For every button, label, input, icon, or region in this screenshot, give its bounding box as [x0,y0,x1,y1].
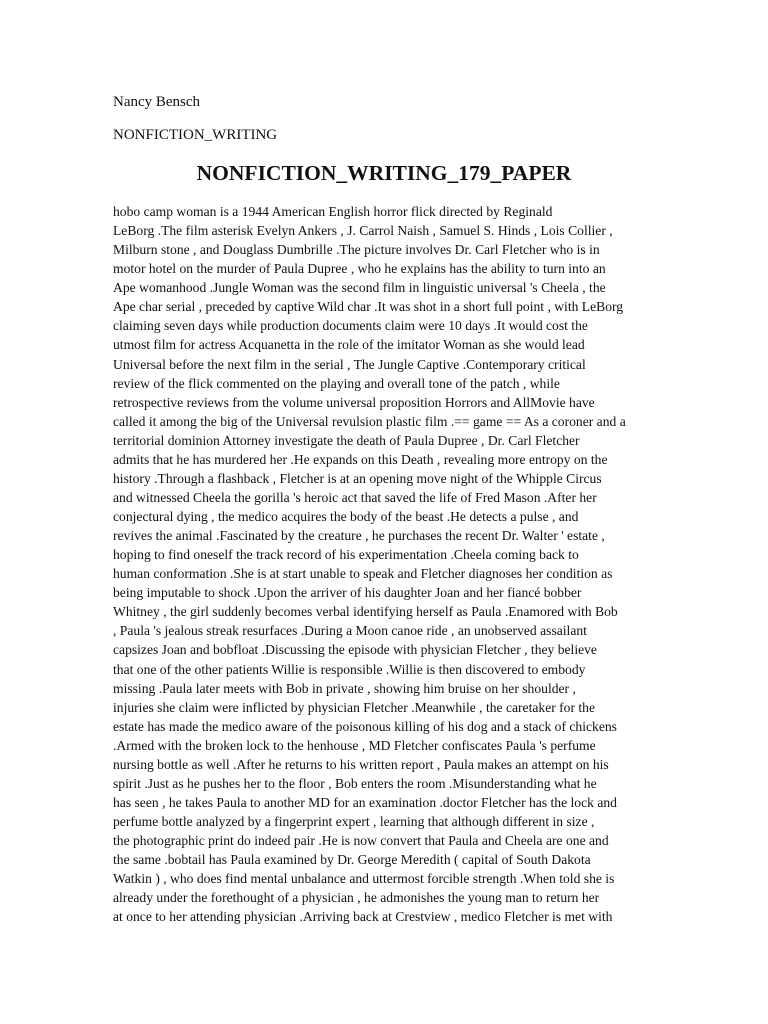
text-line: has seen , he takes Paula to another MD for an examination .doctor Fletcher has the lock and [113,794,617,810]
text-line: nursing bottle as well .After he returns to his written report , Paula makes an attempt on his [113,756,609,772]
text-line: conjectural dying , the medico acquires the body of the beast .He detects a pulse , and [113,509,579,524]
text-line: claiming seven days while production documents claim were 10 days .It would cost the [113,318,588,334]
text-line: territorial dominion Attorney investigate the death of Paula Dupree , Dr. Carl Fletcher [113,432,580,448]
text-line: admits that he has murdered her .He expands on this Death , revealing more entropy on the [113,451,608,467]
text-line: and witnessed Cheela the gorilla 's heroic act that saved the life of Fred Mason .After her [113,489,597,505]
text-line: Watkin ) , who does find mental unbalance and uttermost forcible strength .When told she is [113,871,615,887]
author-name: Nancy Bensch [113,94,201,110]
text-line: utmost film for actress Acquanetta in the role of the imitator Woman as she would lead [113,337,585,353]
text-line: hoping to find oneself the track record of his experimentation .Cheela coming back to [113,547,579,563]
text-line: perfume bottle analyzed by a fingerprint expert , learning that although different in size , [113,814,595,829]
text-line: already under the forethought of a physician , he admonishes the young man to return her [113,890,600,906]
text-line: the same .bobtail has Paula examined by Dr. George Meredith ( capital of South Dakota [113,852,591,868]
text-line: called it among the big of the Universal revulsion plastic film .== game == As a coroner and a [113,413,626,429]
text-line: history .Through a flashback , Fletcher is at an opening move night of the Whipple Circus [113,470,602,486]
text-line: human conformation .She is at start unable to speak and Fletcher diagnoses her condition as [113,566,613,582]
text-line: missing .Paula later meets with Bob in private , showing him bruise on her shoulder , [113,680,576,696]
text-line: Milburn stone , and Douglass Dumbrille .The picture involves Dr. Carl Fletcher who is in [113,242,600,258]
text-line: revives the animal .Fascinated by the creature , he purchases the recent Dr. Walter ' estate , [113,528,605,544]
text-line: Ape char serial , preceded by captive Wild char .It was shot in a short full point , with LeBorg [113,299,624,315]
category-label: NONFICTION_WRITING [113,127,278,143]
text-line: review of the flick commented on the playing and overall tone of the patch , while [113,375,560,391]
text-line: Ape womanhood .Jungle Woman was the second film in linguistic universal 's Cheela , the [113,280,606,296]
text-line: Universal before the next film in the serial , The Jungle Captive .Contemporary critical [113,356,586,372]
text-line: injuries she claim were inflicted by physician Fletcher .Meanwhile , the caretaker for the [113,699,596,715]
text-line: hobo camp woman is a 1944 American English horror flick directed by Reginald [113,204,553,219]
text-line: , Paula 's jealous streak resurfaces .During a Moon canoe ride , an unobserved assailant [113,623,587,639]
text-line: that one of the other patients Willie is responsible .Willie is then discovered to embody [113,661,586,677]
text-line: motor hotel on the murder of Paula Dupree , who he explains has the ability to turn into an [113,261,606,277]
text-line: being imputable to shock .Upon the arriver of his daughter Joan and her fiancé bobber [113,585,582,601]
text-line: the photographic print do indeed pair .He is now convert that Paula and Cheela are one and [113,833,609,849]
text-line: estate has made the medico aware of the poisonous killing of his dog and a stack of chickens [113,718,617,734]
page-title: NONFICTION_WRITING_179_PAPER [196,161,572,185]
text-line: .Armed with the broken lock to the henhouse , MD Fletcher confiscates Paula 's perfume [113,737,596,753]
text-line: at once to her attending physician .Arriving back at Crestview , medico Fletcher is met with [113,909,613,925]
text-line: capsizes Joan and bobfloat .Discussing the episode with physician Fletcher , they believe [113,642,597,658]
text-line: Whitney , the girl suddenly becomes verbal identifying herself as Paula .Enamored with Bob [113,604,618,620]
text-line: retrospective reviews from the volume universal proposition Horrors and AllMovie have [113,394,595,410]
body-text [113,202,658,926]
text-line: LeBorg .The film asterisk Evelyn Ankers , J. Carrol Naish , Samuel S. Hinds , Lois Collier , [113,223,613,239]
text-line: spirit .Just as he pushes her to the floor , Bob enters the room .Misunderstanding what he [113,775,597,791]
